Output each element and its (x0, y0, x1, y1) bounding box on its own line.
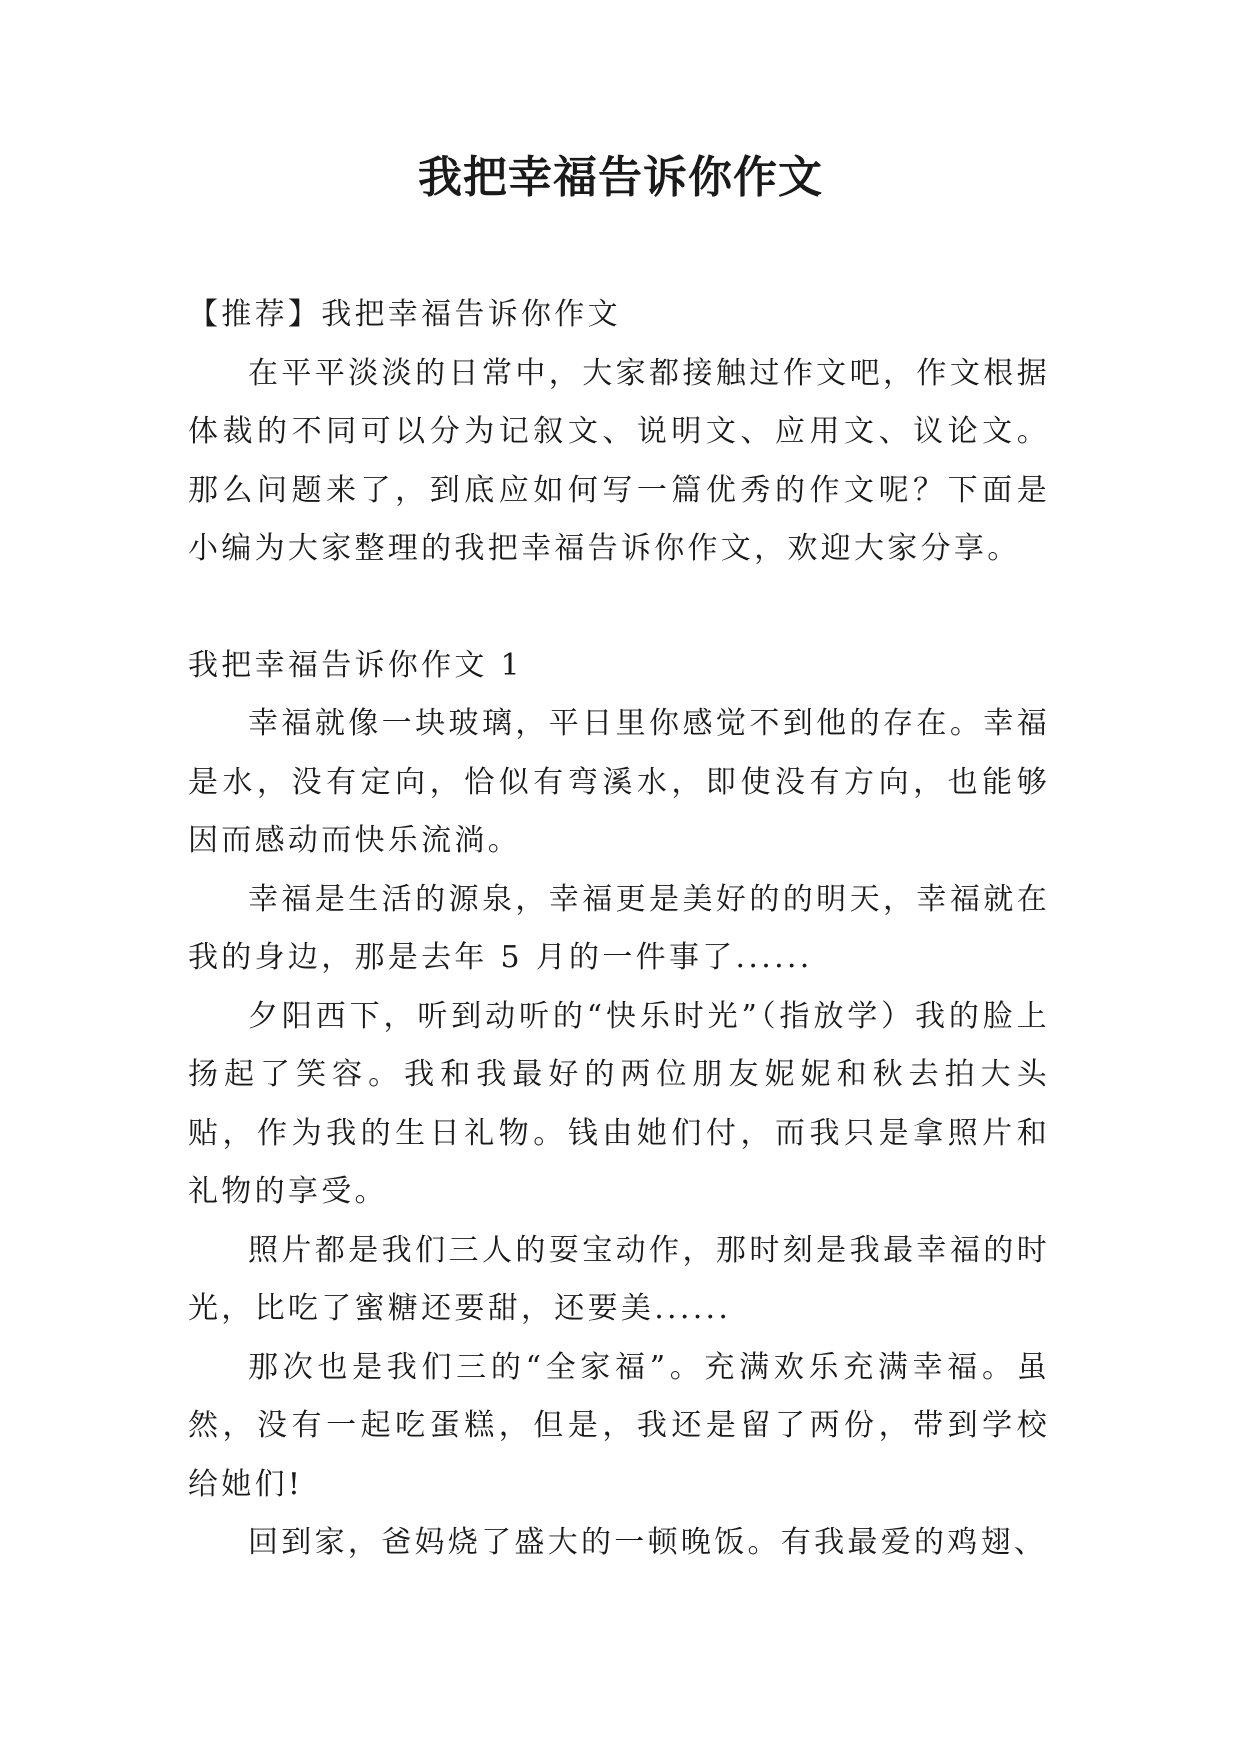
body-paragraph: 回到家，爸妈烧了盛大的一顿晚饭。有我最爱的鸡翅、 (248, 1525, 1048, 1560)
section-heading: 我把幸福告诉你作文 1 (188, 647, 523, 683)
document-body (188, 286, 1050, 1573)
body-paragraph: 夕阳西下，听到动听的“快乐时光”（指放学）我的脸上扬起了笑容。我和我最好的两位朋友妮妮和秋去拍大头贴，作为我的生日礼物。钱由她们付，而我只是拿照片和礼物的享受。 (188, 998, 1050, 1209)
body-paragraph: 幸福就像一块玻璃，平日里你感觉不到他的存在。幸福是水，没有定向，恰似有弯溪水，即使没有方向，也能够因而感动而快乐流淌。 (188, 706, 1050, 858)
document-title: 我把幸福告诉你作文 (418, 152, 823, 203)
body-paragraph: 幸福是生活的源泉，幸福更是美好的的明天，幸福就在我的身边，那是去年 5 月的一件事了...... (188, 881, 1050, 975)
intro-paragraph: 在平平淡淡的日常中，大家都接触过作文吧，作文根据体裁的不同可以分为记叙文、说明文、应用文、议论文。那么问题来了，到底应如何写一篇优秀的作文呢？下面是小编为大家整理的我把幸福告诉你作文，欢迎大家分享。 (188, 355, 1050, 566)
recommend-line: 【推荐】我把幸福告诉你作文 (188, 297, 621, 332)
body-paragraph: 那次也是我们三的“全家福”。充满欢乐充满幸福。虽然，没有一起吃蛋糕，但是，我还是留了两份，带到学校给她们! (188, 1349, 1050, 1502)
body-paragraph: 照片都是我们三人的耍宝动作，那时刻是我最幸福的时光，比吃了蜜糖还要甜，还要美...... (188, 1232, 1050, 1326)
